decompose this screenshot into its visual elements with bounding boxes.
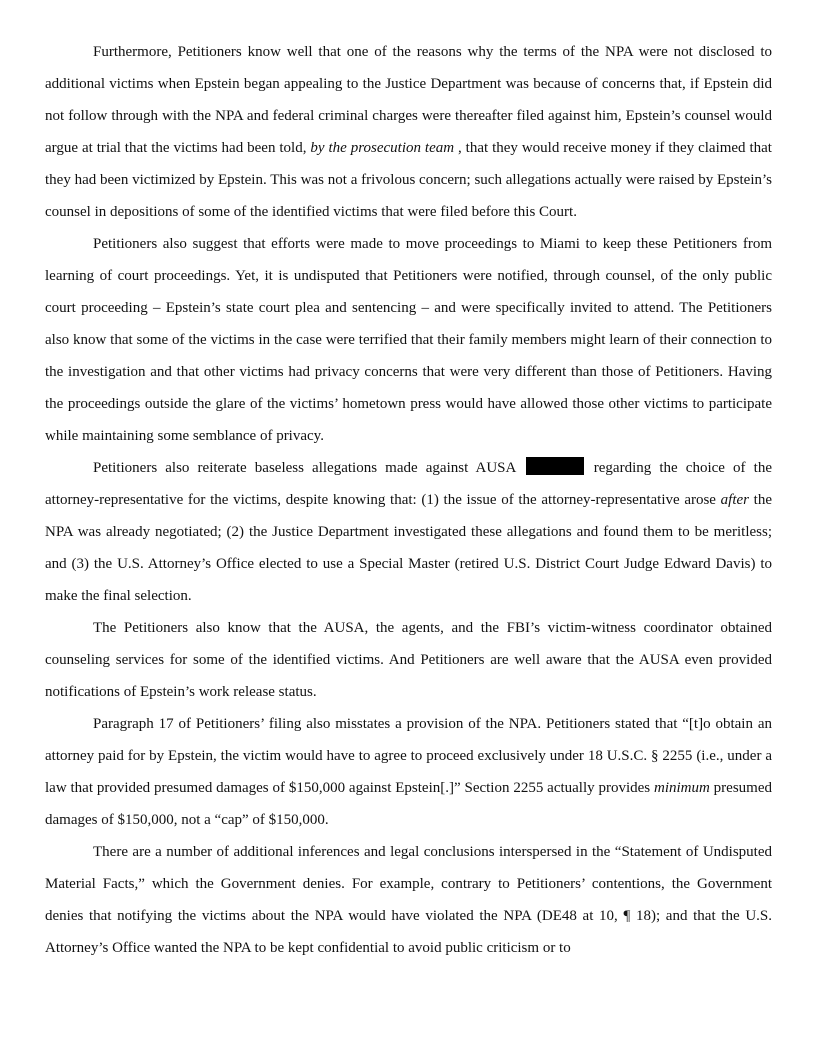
- paragraph-text: The Petitioners also know that the AUSA, the agents, and the FBI’s victim-witness coordinator obtained counseling services for some of the identified victims. And Petitioners are well aware that the AUSA even provided notifications of Epstein’s work release status.: [45, 620, 772, 700]
- paragraph-text: Petitioners also suggest that efforts were made to move proceedings to Miami to keep these Petitioners from learning of court proceedings. Yet, it is undisputed that Petitioners were notified, through counsel, of the only public court proceeding – Epstein’s state court plea and sentencing – and were specifically invited to attend. The Petitioners also know that some of the victims in the case were terrified that their family members might learn of their connection to the investigation and that other victims had privacy concerns that were very different than those of Petitioners. Having the proceedings outside the glare of the victims’ hometown press would have allowed those other victims to participate while maintaining some semblance of privacy.: [45, 236, 772, 444]
- paragraph-text: presumed damages of $150,000, not a “cap” of $150,000.: [45, 780, 772, 828]
- paragraph-text: Furthermore, Petitioners know well that one of the reasons why the terms of the NPA were not disclosed to additional victims when Epstein began appealing to the Justice Department was because of concerns that, if Epstein did not follow through with the NPA and federal criminal charges were thereafter filed against him, Epstein’s counsel would argue at trial that the victims had been told,: [45, 44, 772, 156]
- emphasis-text: by the prosecution team: [310, 140, 455, 156]
- paragraph-text: Paragraph 17 of Petitioners’ filing also misstates a provision of the NPA. Petitioners stated that “[t]o obtain an attorney paid for by Epstein, the victim would have to agree to proceed exclusively under 18 U.S.C. § 2255 (i.e., under a law that provided presumed damages of $150,000 against Epstein[.]” Section 2255 actually provides: [45, 716, 772, 796]
- paragraph-miami-proceedings: [45, 228, 772, 452]
- redaction-box: [526, 457, 584, 475]
- paragraph-text: There are a number of additional inferences and legal conclusions interspersed in the “Statement of Undisputed Material Facts,” which the Government denies. For example, contrary to Petitioners’ contentions, the Government denies that notifying the victims about the NPA would have violated the NPA (DE48 at 10, ¶ 18); and that the U.S. Attorney’s Office wanted the NPA to be kept confidential to avoid public criticism or to: [45, 844, 772, 956]
- paragraph-npa-disclosure: [45, 36, 772, 228]
- paragraph-text: , that they would receive money if they claimed that they had been victimized by Epstein. This was not a frivolous concern; such allegations actually were raised by Epstein’s counsel in depositions of some of the identified victims that were filed before this Court.: [45, 140, 772, 220]
- paragraph-attorney-representative: [45, 452, 772, 612]
- paragraph-additional-inferences: [45, 836, 772, 964]
- paragraph-text: regarding the choice of the attorney-representative for the victims, despite knowing that: (1) the issue of the attorney-representative arose: [45, 460, 772, 508]
- paragraph-text: Petitioners also reiterate baseless allegations made against AUSA: [93, 460, 524, 476]
- document-page: [45, 36, 772, 964]
- paragraph-misstated-provision: [45, 708, 772, 836]
- emphasis-text: minimum: [653, 780, 710, 796]
- paragraph-counseling-services: [45, 612, 772, 708]
- emphasis-text: after: [720, 492, 749, 508]
- paragraph-text: the NPA was already negotiated; (2) the Justice Department investigated these allegations and found them to be meritless; and (3) the U.S. Attorney’s Office elected to use a Special Master (retired U.S. District Court Judge Edward Davis) to make the final selection.: [45, 492, 773, 604]
